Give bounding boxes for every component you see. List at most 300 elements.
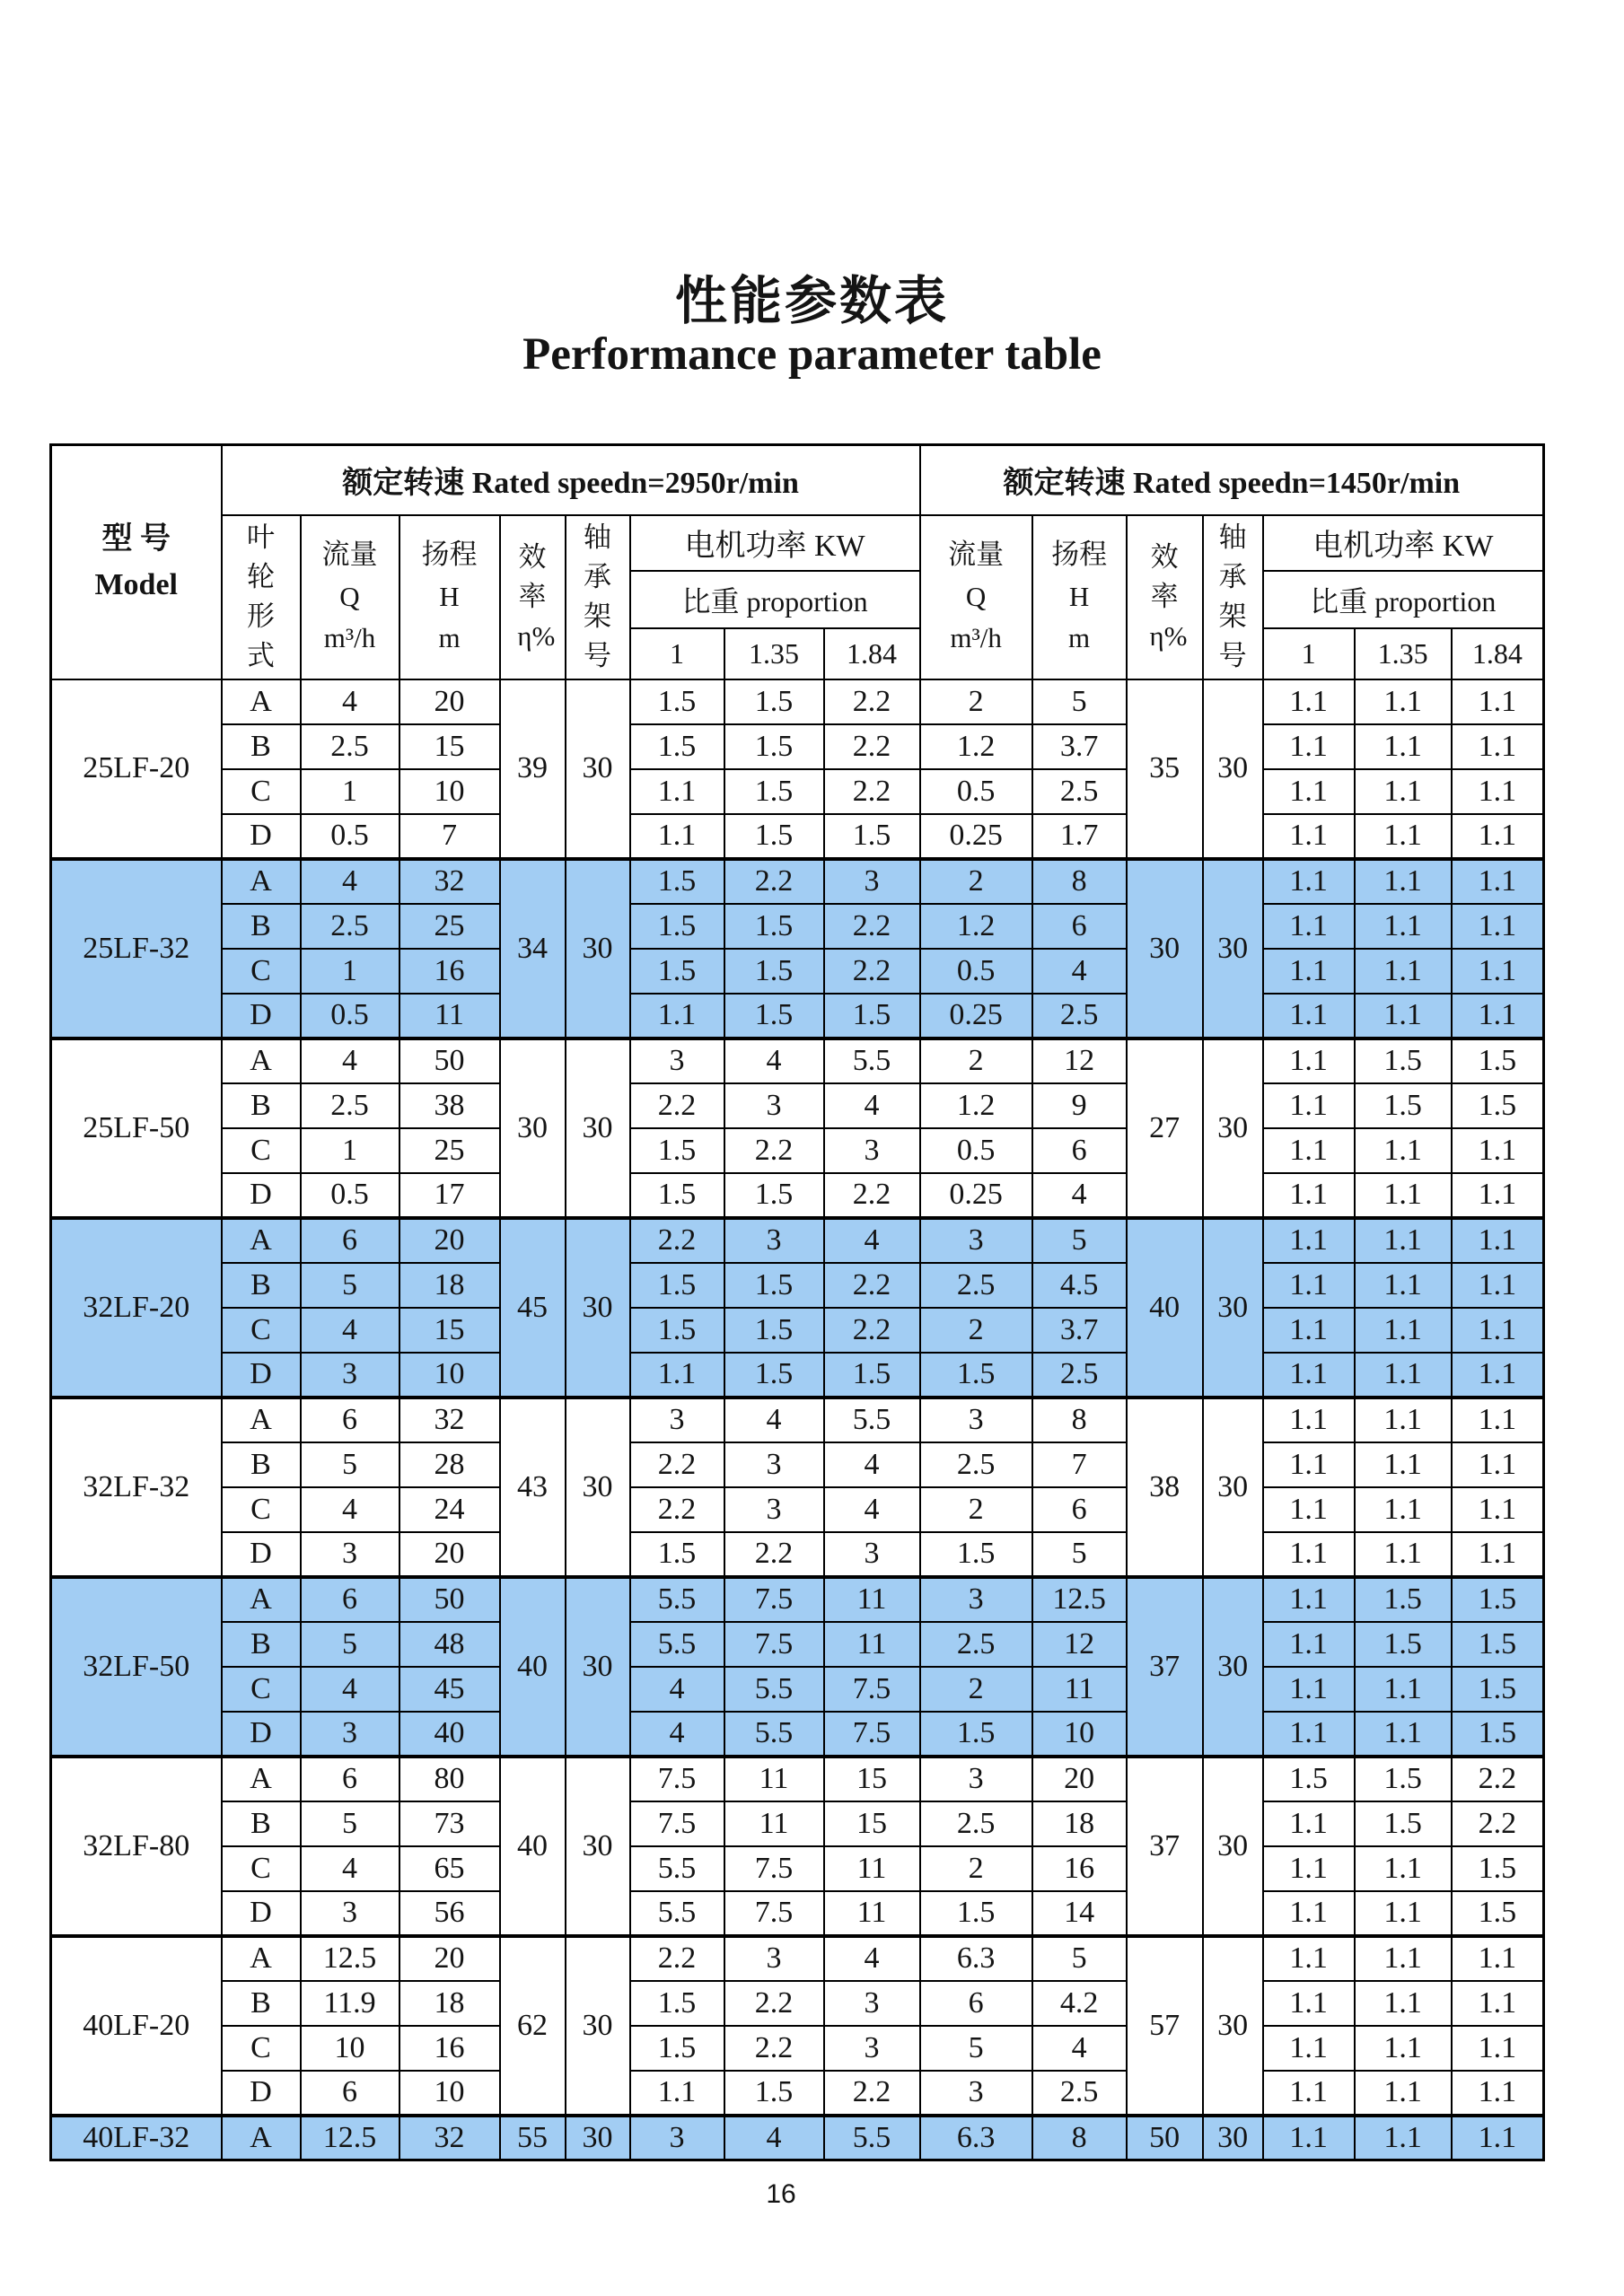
power-2950-ratio-1.35-cell: 3 bbox=[724, 1442, 824, 1487]
flow-2950-cell: 1 bbox=[301, 769, 399, 814]
table-row-32LF-50-C bbox=[51, 1667, 1544, 1712]
header-flow-1450 bbox=[920, 515, 1032, 679]
power-2950-ratio-1.84-cell: 11 bbox=[824, 1891, 920, 1936]
flow-1450-cell: 2.5 bbox=[920, 1442, 1032, 1487]
power-2950-ratio-1.35-cell: 1.5 bbox=[724, 994, 824, 1038]
power-1450-ratio-1-cell: 1.1 bbox=[1263, 769, 1355, 814]
flow-1450-cell: 1.2 bbox=[920, 904, 1032, 949]
power-1450-ratio-1-cell: 1.1 bbox=[1263, 949, 1355, 994]
flow-label-zh: 流量 bbox=[948, 539, 1005, 571]
head-2950-cell: 20 bbox=[399, 1218, 500, 1263]
power-2950-ratio-1-cell: 1.5 bbox=[630, 859, 724, 904]
power-2950-ratio-1.35-cell: 3 bbox=[724, 1083, 824, 1128]
flow-2950-cell: 4 bbox=[301, 1038, 399, 1083]
power-1450-ratio-1.84-cell: 1.1 bbox=[1452, 769, 1544, 814]
table-row-32LF-20-C bbox=[51, 1308, 1544, 1353]
head-1450-cell: 8 bbox=[1032, 2116, 1127, 2160]
bearing-frame-1450-cell: 30 bbox=[1203, 1218, 1263, 1398]
impeller-type-cell: C bbox=[222, 2026, 301, 2071]
bearing-frame-1450-cell: 30 bbox=[1203, 1038, 1263, 1218]
power-2950-ratio-1.84-cell: 2.2 bbox=[824, 1308, 920, 1353]
table-row-25LF-50-C bbox=[51, 1128, 1544, 1173]
flow-1450-cell: 3 bbox=[920, 1398, 1032, 1442]
power-2950-ratio-1-cell: 1.5 bbox=[630, 1981, 724, 2026]
header-bearing-2950 bbox=[566, 515, 630, 679]
page-title-en: Performance parameter table bbox=[522, 329, 1102, 380]
power-2950-ratio-1.35-cell: 2.2 bbox=[724, 1532, 824, 1577]
power-2950-ratio-1.35-cell: 2.2 bbox=[724, 2026, 824, 2071]
head-1450-cell: 6 bbox=[1032, 1128, 1127, 1173]
flow-1450-cell: 1.2 bbox=[920, 1083, 1032, 1128]
power-2950-ratio-1.84-cell: 11 bbox=[824, 1622, 920, 1667]
power-2950-ratio-1-cell: 2.2 bbox=[630, 1936, 724, 1981]
flow-label-unit: m³/h bbox=[950, 622, 1002, 654]
power-2950-ratio-1.35-cell: 5.5 bbox=[724, 1667, 824, 1712]
flow-1450-cell: 2.5 bbox=[920, 1263, 1032, 1308]
power-1450-ratio-1.35-cell: 1.1 bbox=[1355, 1442, 1452, 1487]
power-1450-ratio-1.84-cell: 1.1 bbox=[1452, 1308, 1544, 1353]
power-1450-ratio-1.84-cell: 1.1 bbox=[1452, 904, 1544, 949]
power-1450-ratio-1-cell: 1.1 bbox=[1263, 994, 1355, 1038]
power-2950-ratio-1.35-cell: 1.5 bbox=[724, 904, 824, 949]
header-model bbox=[51, 445, 222, 679]
head-2950-cell: 32 bbox=[399, 2116, 500, 2160]
bearing-frame-1450-cell: 30 bbox=[1203, 1577, 1263, 1757]
table-row-32LF-80-D bbox=[51, 1891, 1544, 1936]
power-2950-ratio-1.35-cell: 1.5 bbox=[724, 949, 824, 994]
power-2950-ratio-1.35-cell: 11 bbox=[724, 1801, 824, 1846]
flow-2950-cell: 0.5 bbox=[301, 994, 399, 1038]
flow-2950-cell: 10 bbox=[301, 2026, 399, 2071]
head-1450-cell: 5 bbox=[1032, 1218, 1127, 1263]
flow-2950-cell: 12.5 bbox=[301, 2116, 399, 2160]
efficiency-1450-cell: 35 bbox=[1127, 679, 1203, 859]
header-head-2950 bbox=[399, 515, 500, 679]
impeller-type-cell: D bbox=[222, 1353, 301, 1398]
head-2950-cell: 15 bbox=[399, 1308, 500, 1353]
power-2950-ratio-1-cell: 5.5 bbox=[630, 1846, 724, 1891]
power-1450-ratio-1.84-cell: 1.1 bbox=[1452, 1128, 1544, 1173]
bearing-frame-1450-cell: 30 bbox=[1203, 679, 1263, 859]
power-2950-ratio-1-cell: 1.1 bbox=[630, 2071, 724, 2116]
power-2950-ratio-1.35-cell: 1.5 bbox=[724, 679, 824, 724]
impeller-type-cell: A bbox=[222, 1936, 301, 1981]
power-1450-ratio-1-cell: 1.1 bbox=[1263, 2026, 1355, 2071]
table-row-25LF-32-C bbox=[51, 949, 1544, 994]
efficiency-2950-cell: 39 bbox=[500, 679, 566, 859]
power-2950-ratio-1.35-cell: 1.5 bbox=[724, 2071, 824, 2116]
power-2950-ratio-1.84-cell: 5.5 bbox=[824, 2116, 920, 2160]
flow-1450-cell: 1.5 bbox=[920, 1532, 1032, 1577]
flow-2950-cell: 4 bbox=[301, 1667, 399, 1712]
impeller-type-cell: A bbox=[222, 1038, 301, 1083]
power-1450-ratio-1.35-cell: 1.5 bbox=[1355, 1801, 1452, 1846]
header-speed-1450: 额定转速 Rated speedn=1450r/min bbox=[920, 445, 1544, 515]
power-1450-ratio-1-cell: 1.1 bbox=[1263, 904, 1355, 949]
power-2950-ratio-1.35-cell: 2.2 bbox=[724, 1981, 824, 2026]
impeller-type-cell: B bbox=[222, 1083, 301, 1128]
head-2950-cell: 80 bbox=[399, 1757, 500, 1801]
head-label-unit: m bbox=[438, 622, 461, 654]
power-2950-ratio-1.84-cell: 11 bbox=[824, 1577, 920, 1622]
head-1450-cell: 2.5 bbox=[1032, 769, 1127, 814]
power-1450-ratio-1-cell: 1.1 bbox=[1263, 1532, 1355, 1577]
power-1450-ratio-1-cell: 1.1 bbox=[1263, 1263, 1355, 1308]
header-ratio-135-1450: 1.35 bbox=[1355, 628, 1452, 679]
table-row-32LF-50-A bbox=[51, 1577, 1544, 1622]
efficiency-1450-cell: 50 bbox=[1127, 2116, 1203, 2160]
head-1450-cell: 4 bbox=[1032, 1173, 1127, 1218]
power-2950-ratio-1.84-cell: 4 bbox=[824, 1936, 920, 1981]
header-motor-power-2950: 电机功率 KW bbox=[630, 515, 920, 571]
head-2950-cell: 32 bbox=[399, 859, 500, 904]
flow-label-symbol: Q bbox=[965, 580, 987, 612]
head-label-unit: m bbox=[1068, 622, 1091, 654]
power-2950-ratio-1-cell: 2.2 bbox=[630, 1442, 724, 1487]
flow-2950-cell: 6 bbox=[301, 1757, 399, 1801]
power-1450-ratio-1.35-cell: 1.1 bbox=[1355, 1846, 1452, 1891]
impeller-type-cell: B bbox=[222, 1981, 301, 2026]
efficiency-label: 效率η% bbox=[1149, 540, 1188, 652]
flow-2950-cell: 6 bbox=[301, 1577, 399, 1622]
power-2950-ratio-1.84-cell: 3 bbox=[824, 2026, 920, 2071]
power-2950-ratio-1.35-cell: 7.5 bbox=[724, 1622, 824, 1667]
power-1450-ratio-1-cell: 1.1 bbox=[1263, 1936, 1355, 1981]
flow-2950-cell: 11.9 bbox=[301, 1981, 399, 2026]
power-2950-ratio-1.35-cell: 7.5 bbox=[724, 1846, 824, 1891]
power-2950-ratio-1-cell: 1.5 bbox=[630, 904, 724, 949]
power-2950-ratio-1-cell: 1.5 bbox=[630, 2026, 724, 2071]
flow-2950-cell: 1 bbox=[301, 949, 399, 994]
header-flow-2950 bbox=[301, 515, 399, 679]
power-1450-ratio-1-cell: 1.1 bbox=[1263, 1712, 1355, 1757]
flow-2950-cell: 12.5 bbox=[301, 1936, 399, 1981]
head-2950-cell: 7 bbox=[399, 814, 500, 859]
power-1450-ratio-1-cell: 1.1 bbox=[1263, 1353, 1355, 1398]
table-row-32LF-32-B bbox=[51, 1442, 1544, 1487]
power-1450-ratio-1-cell: 1.1 bbox=[1263, 1667, 1355, 1712]
power-2950-ratio-1.84-cell: 11 bbox=[824, 1846, 920, 1891]
header-model-en: Model bbox=[94, 568, 179, 602]
header-speed-2950: 额定转速 Rated speedn=2950r/min bbox=[222, 445, 920, 515]
flow-2950-cell: 6 bbox=[301, 1398, 399, 1442]
power-2950-ratio-1.35-cell: 1.5 bbox=[724, 1263, 824, 1308]
head-1450-cell: 7 bbox=[1032, 1442, 1127, 1487]
power-1450-ratio-1.84-cell: 1.1 bbox=[1452, 1218, 1544, 1263]
power-2950-ratio-1.35-cell: 1.5 bbox=[724, 1173, 824, 1218]
table-row-32LF-20-D bbox=[51, 1353, 1544, 1398]
flow-1450-cell: 6.3 bbox=[920, 2116, 1032, 2160]
flow-1450-cell: 0.25 bbox=[920, 994, 1032, 1038]
impeller-type-cell: C bbox=[222, 1487, 301, 1532]
head-2950-cell: 17 bbox=[399, 1173, 500, 1218]
flow-1450-cell: 2.5 bbox=[920, 1622, 1032, 1667]
power-2950-ratio-1.35-cell: 5.5 bbox=[724, 1712, 824, 1757]
efficiency-1450-cell: 30 bbox=[1127, 859, 1203, 1038]
bearing-frame-2950-cell: 30 bbox=[566, 1757, 630, 1936]
power-2950-ratio-1.84-cell: 15 bbox=[824, 1757, 920, 1801]
power-1450-ratio-1.84-cell: 1.1 bbox=[1452, 1173, 1544, 1218]
flow-1450-cell: 1.5 bbox=[920, 1891, 1032, 1936]
power-1450-ratio-1.35-cell: 1.1 bbox=[1355, 1891, 1452, 1936]
impeller-type-cell: B bbox=[222, 1622, 301, 1667]
power-2950-ratio-1.84-cell: 4 bbox=[824, 1083, 920, 1128]
table-row-40LF-20-D bbox=[51, 2071, 1544, 2116]
efficiency-2950-cell: 30 bbox=[500, 1038, 566, 1218]
header-proportion-1450: 比重 proportion bbox=[1263, 571, 1544, 628]
power-1450-ratio-1.84-cell: 1.1 bbox=[1452, 859, 1544, 904]
power-1450-ratio-1.35-cell: 1.1 bbox=[1355, 1936, 1452, 1981]
power-1450-ratio-1.35-cell: 1.1 bbox=[1355, 1308, 1452, 1353]
power-1450-ratio-1.35-cell: 1.1 bbox=[1355, 1263, 1452, 1308]
model-cell: 32LF-32 bbox=[51, 1398, 222, 1577]
power-1450-ratio-1.84-cell: 1.5 bbox=[1452, 1577, 1544, 1622]
flow-1450-cell: 1.2 bbox=[920, 724, 1032, 769]
flow-2950-cell: 0.5 bbox=[301, 1173, 399, 1218]
flow-1450-cell: 2 bbox=[920, 1667, 1032, 1712]
head-1450-cell: 6 bbox=[1032, 1487, 1127, 1532]
power-2950-ratio-1.35-cell: 11 bbox=[724, 1757, 824, 1801]
head-label-zh: 扬程 bbox=[421, 539, 478, 571]
power-2950-ratio-1.35-cell: 1.5 bbox=[724, 814, 824, 859]
table-row-32LF-20-B bbox=[51, 1263, 1544, 1308]
power-1450-ratio-1.35-cell: 1.1 bbox=[1355, 859, 1452, 904]
efficiency-label: 效率η% bbox=[517, 540, 556, 652]
header-model-zh: 型 号 bbox=[101, 522, 171, 556]
table-row-25LF-20-C bbox=[51, 769, 1544, 814]
table-row-25LF-20-B bbox=[51, 724, 1544, 769]
flow-2950-cell: 4 bbox=[301, 859, 399, 904]
flow-2950-cell: 3 bbox=[301, 1353, 399, 1398]
power-1450-ratio-1.84-cell: 2.2 bbox=[1452, 1757, 1544, 1801]
head-1450-cell: 4 bbox=[1032, 2026, 1127, 2071]
power-1450-ratio-1-cell: 1.1 bbox=[1263, 1487, 1355, 1532]
head-1450-cell: 8 bbox=[1032, 859, 1127, 904]
table-row-40LF-32-A bbox=[51, 2116, 1544, 2160]
efficiency-2950-cell: 43 bbox=[500, 1398, 566, 1577]
flow-1450-cell: 2 bbox=[920, 1038, 1032, 1083]
flow-label-symbol: Q bbox=[339, 580, 360, 612]
power-1450-ratio-1.35-cell: 1.1 bbox=[1355, 1128, 1452, 1173]
header-impeller-label: 叶轮形式 bbox=[247, 521, 275, 672]
head-1450-cell: 6 bbox=[1032, 904, 1127, 949]
impeller-type-cell: C bbox=[222, 1128, 301, 1173]
header-motor-power-1450: 电机功率 KW bbox=[1263, 515, 1544, 571]
bearing-label: 轴承架号 bbox=[1218, 521, 1247, 672]
model-cell: 25LF-50 bbox=[51, 1038, 222, 1218]
power-2950-ratio-1.84-cell: 1.5 bbox=[824, 1353, 920, 1398]
power-2950-ratio-1.84-cell: 3 bbox=[824, 859, 920, 904]
power-2950-ratio-1.84-cell: 2.2 bbox=[824, 679, 920, 724]
table-row-32LF-50-D bbox=[51, 1712, 1544, 1757]
efficiency-2950-cell: 40 bbox=[500, 1757, 566, 1936]
flow-2950-cell: 5 bbox=[301, 1442, 399, 1487]
power-1450-ratio-1.35-cell: 1.1 bbox=[1355, 949, 1452, 994]
impeller-type-cell: D bbox=[222, 994, 301, 1038]
efficiency-1450-cell: 37 bbox=[1127, 1577, 1203, 1757]
flow-1450-cell: 0.5 bbox=[920, 1128, 1032, 1173]
table-row-32LF-80-A bbox=[51, 1757, 1544, 1801]
table-row-25LF-20-A bbox=[51, 679, 1544, 724]
flow-1450-cell: 2 bbox=[920, 1487, 1032, 1532]
impeller-type-cell: A bbox=[222, 1398, 301, 1442]
power-2950-ratio-1.84-cell: 5.5 bbox=[824, 1398, 920, 1442]
head-2950-cell: 40 bbox=[399, 1712, 500, 1757]
power-1450-ratio-1.35-cell: 1.1 bbox=[1355, 769, 1452, 814]
table-row-32LF-80-B bbox=[51, 1801, 1544, 1846]
flow-1450-cell: 6.3 bbox=[920, 1936, 1032, 1981]
power-2950-ratio-1-cell: 1.5 bbox=[630, 1263, 724, 1308]
head-1450-cell: 9 bbox=[1032, 1083, 1127, 1128]
bearing-frame-2950-cell: 30 bbox=[566, 1936, 630, 2116]
efficiency-2950-cell: 34 bbox=[500, 859, 566, 1038]
impeller-type-cell: A bbox=[222, 1218, 301, 1263]
power-2950-ratio-1.84-cell: 7.5 bbox=[824, 1712, 920, 1757]
power-2950-ratio-1.35-cell: 2.2 bbox=[724, 1128, 824, 1173]
bearing-frame-1450-cell: 30 bbox=[1203, 859, 1263, 1038]
power-1450-ratio-1.84-cell: 1.1 bbox=[1452, 724, 1544, 769]
head-label-symbol: H bbox=[439, 580, 460, 612]
power-1450-ratio-1.84-cell: 1.1 bbox=[1452, 814, 1544, 859]
head-1450-cell: 2.5 bbox=[1032, 1353, 1127, 1398]
head-2950-cell: 45 bbox=[399, 1667, 500, 1712]
head-1450-cell: 8 bbox=[1032, 1398, 1127, 1442]
power-2950-ratio-1-cell: 3 bbox=[630, 1398, 724, 1442]
bearing-frame-1450-cell: 30 bbox=[1203, 1936, 1263, 2116]
power-2950-ratio-1.84-cell: 4 bbox=[824, 1218, 920, 1263]
head-2950-cell: 20 bbox=[399, 1532, 500, 1577]
impeller-type-cell: B bbox=[222, 1263, 301, 1308]
power-1450-ratio-1.35-cell: 1.1 bbox=[1355, 1981, 1452, 2026]
head-2950-cell: 65 bbox=[399, 1846, 500, 1891]
power-2950-ratio-1-cell: 1.1 bbox=[630, 814, 724, 859]
power-1450-ratio-1.84-cell: 1.1 bbox=[1452, 1487, 1544, 1532]
head-1450-cell: 5 bbox=[1032, 679, 1127, 724]
bearing-frame-2950-cell: 30 bbox=[566, 679, 630, 859]
model-cell: 40LF-32 bbox=[51, 2116, 222, 2160]
power-1450-ratio-1-cell: 1.1 bbox=[1263, 1846, 1355, 1891]
flow-2950-cell: 0.5 bbox=[301, 814, 399, 859]
power-1450-ratio-1.84-cell: 1.5 bbox=[1452, 1622, 1544, 1667]
flow-1450-cell: 3 bbox=[920, 1218, 1032, 1263]
head-2950-cell: 20 bbox=[399, 1936, 500, 1981]
power-2950-ratio-1.35-cell: 1.5 bbox=[724, 724, 824, 769]
power-1450-ratio-1.35-cell: 1.1 bbox=[1355, 1218, 1452, 1263]
power-2950-ratio-1.84-cell: 2.2 bbox=[824, 1173, 920, 1218]
header-proportion-2950: 比重 proportion bbox=[630, 571, 920, 628]
power-2950-ratio-1-cell: 2.2 bbox=[630, 1487, 724, 1532]
bearing-frame-1450-cell: 30 bbox=[1203, 1398, 1263, 1577]
head-2950-cell: 16 bbox=[399, 2026, 500, 2071]
head-2950-cell: 10 bbox=[399, 2071, 500, 2116]
power-1450-ratio-1.84-cell: 1.5 bbox=[1452, 1712, 1544, 1757]
head-2950-cell: 24 bbox=[399, 1487, 500, 1532]
page-title-zh: 性能参数表 bbox=[674, 272, 949, 330]
impeller-type-cell: A bbox=[222, 859, 301, 904]
flow-1450-cell: 0.5 bbox=[920, 769, 1032, 814]
power-1450-ratio-1.35-cell: 1.5 bbox=[1355, 1577, 1452, 1622]
efficiency-1450-cell: 27 bbox=[1127, 1038, 1203, 1218]
power-1450-ratio-1.35-cell: 1.5 bbox=[1355, 1757, 1452, 1801]
power-1450-ratio-1.84-cell: 1.1 bbox=[1452, 679, 1544, 724]
table-row-25LF-50-B bbox=[51, 1083, 1544, 1128]
power-1450-ratio-1.84-cell: 1.1 bbox=[1452, 1353, 1544, 1398]
power-1450-ratio-1.35-cell: 1.1 bbox=[1355, 724, 1452, 769]
power-2950-ratio-1-cell: 2.2 bbox=[630, 1218, 724, 1263]
power-2950-ratio-1-cell: 4 bbox=[630, 1667, 724, 1712]
impeller-type-cell: D bbox=[222, 1532, 301, 1577]
table-row-40LF-20-A bbox=[51, 1936, 1544, 1981]
power-2950-ratio-1.35-cell: 7.5 bbox=[724, 1577, 824, 1622]
power-2950-ratio-1.84-cell: 4 bbox=[824, 1487, 920, 1532]
model-cell: 25LF-32 bbox=[51, 859, 222, 1038]
head-2950-cell: 18 bbox=[399, 1981, 500, 2026]
power-2950-ratio-1-cell: 1.5 bbox=[630, 1173, 724, 1218]
head-2950-cell: 73 bbox=[399, 1801, 500, 1846]
power-1450-ratio-1.35-cell: 1.1 bbox=[1355, 1487, 1452, 1532]
efficiency-2950-cell: 40 bbox=[500, 1577, 566, 1757]
power-2950-ratio-1.84-cell: 4 bbox=[824, 1442, 920, 1487]
efficiency-1450-cell: 40 bbox=[1127, 1218, 1203, 1398]
head-1450-cell: 1.7 bbox=[1032, 814, 1127, 859]
power-1450-ratio-1.84-cell: 1.1 bbox=[1452, 1263, 1544, 1308]
power-1450-ratio-1.84-cell: 1.1 bbox=[1452, 1981, 1544, 2026]
table-row-32LF-32-D bbox=[51, 1532, 1544, 1577]
impeller-type-cell: C bbox=[222, 949, 301, 994]
flow-2950-cell: 3 bbox=[301, 1532, 399, 1577]
flow-1450-cell: 3 bbox=[920, 1757, 1032, 1801]
power-2950-ratio-1-cell: 1.1 bbox=[630, 994, 724, 1038]
power-1450-ratio-1.35-cell: 1.5 bbox=[1355, 1038, 1452, 1083]
flow-1450-cell: 2 bbox=[920, 1308, 1032, 1353]
power-1450-ratio-1.35-cell: 1.1 bbox=[1355, 2071, 1452, 2116]
power-2950-ratio-1-cell: 4 bbox=[630, 1712, 724, 1757]
power-2950-ratio-1.84-cell: 7.5 bbox=[824, 1667, 920, 1712]
table-row-32LF-50-B bbox=[51, 1622, 1544, 1667]
power-2950-ratio-1.35-cell: 3 bbox=[724, 1936, 824, 1981]
impeller-type-cell: C bbox=[222, 1308, 301, 1353]
header-ratio-184-1450: 1.84 bbox=[1452, 628, 1544, 679]
flow-1450-cell: 0.25 bbox=[920, 1173, 1032, 1218]
model-cell: 40LF-20 bbox=[51, 1936, 222, 2116]
bearing-frame-2950-cell: 30 bbox=[566, 1218, 630, 1398]
efficiency-2950-cell: 62 bbox=[500, 1936, 566, 2116]
head-1450-cell: 5 bbox=[1032, 1532, 1127, 1577]
impeller-type-cell: B bbox=[222, 1801, 301, 1846]
impeller-type-cell: D bbox=[222, 1712, 301, 1757]
impeller-type-cell: A bbox=[222, 2116, 301, 2160]
efficiency-1450-cell: 57 bbox=[1127, 1936, 1203, 2116]
bearing-frame-2950-cell: 30 bbox=[566, 1577, 630, 1757]
efficiency-2950-cell: 45 bbox=[500, 1218, 566, 1398]
head-2950-cell: 15 bbox=[399, 724, 500, 769]
model-cell: 25LF-20 bbox=[51, 679, 222, 859]
power-2950-ratio-1.84-cell: 3 bbox=[824, 1981, 920, 2026]
impeller-type-cell: D bbox=[222, 1173, 301, 1218]
header-ratio-1-2950: 1 bbox=[630, 628, 724, 679]
power-2950-ratio-1.84-cell: 3 bbox=[824, 1128, 920, 1173]
power-2950-ratio-1.35-cell: 1.5 bbox=[724, 769, 824, 814]
power-2950-ratio-1-cell: 1.5 bbox=[630, 1532, 724, 1577]
header-ratio-135-2950: 1.35 bbox=[724, 628, 824, 679]
flow-2950-cell: 2.5 bbox=[301, 1083, 399, 1128]
power-1450-ratio-1-cell: 1.1 bbox=[1263, 1128, 1355, 1173]
power-2950-ratio-1.35-cell: 1.5 bbox=[724, 1308, 824, 1353]
power-2950-ratio-1.84-cell: 2.2 bbox=[824, 2071, 920, 2116]
flow-2950-cell: 4 bbox=[301, 1308, 399, 1353]
flow-1450-cell: 2 bbox=[920, 679, 1032, 724]
head-label-symbol: H bbox=[1068, 580, 1090, 612]
